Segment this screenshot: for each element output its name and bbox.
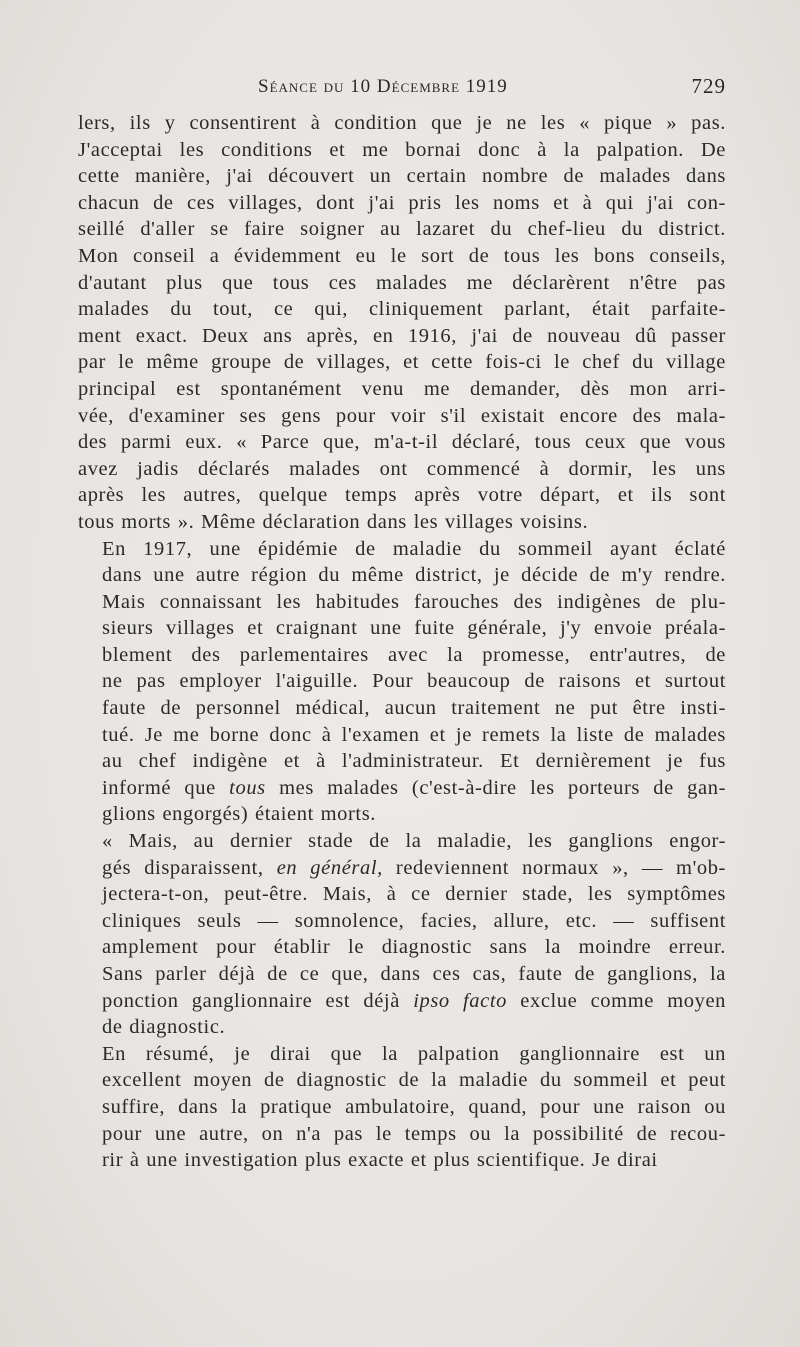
- text-line: avez jadis déclarés malades ont commencé à dormir, les uns: [78, 457, 726, 480]
- text-line: blement des parlementaires avec la promesse, entr'autres, de: [102, 643, 726, 666]
- text-line: lers, ils y consentirent à condition que je ne les « pique » pas.: [78, 112, 726, 134]
- text-line: informé que tous mes malades (c'est-à-dire les porteurs de gan-: [102, 776, 727, 799]
- text-line: tous morts ». Même déclaration dans les villages voisins.: [78, 510, 589, 533]
- text-line: tué. Je me borne donc à l'examen et je remets la liste de malades: [102, 723, 726, 746]
- body-text: [78, 110, 726, 1174]
- paragraph: [78, 110, 726, 536]
- text-line: ponction ganglionnaire est déjà ipso facto exclue comme moyen: [102, 989, 726, 1012]
- running-head: [78, 70, 726, 110]
- text-line: vée, d'examiner ses gens pour voir s'il existait encore des mala-: [78, 404, 726, 427]
- text-line: jectera-t-on, peut-être. Mais, à ce dernier stade, les symptômes: [102, 883, 726, 906]
- text-line: par le même groupe de villages, et cette fois-ci le chef du village: [78, 351, 726, 374]
- page-number: 729: [691, 74, 726, 98]
- text-line: après les autres, quelque temps après votre départ, et ils sont: [78, 484, 726, 507]
- text-line: malades du tout, ce qui, cliniquement parlant, était parfaite-: [78, 298, 726, 321]
- text-line: glions engorgés) étaient morts.: [102, 803, 377, 826]
- text-line: Mais connaissant les habitudes farouches des indigènes de plu-: [102, 590, 726, 613]
- text-line: En 1917, une épidémie de maladie du sommeil ayant éclaté: [102, 537, 726, 560]
- text-line: au chef indigène et à l'administrateur. Et dernièrement je fus: [102, 750, 726, 773]
- text-line: J'acceptai les conditions et me bornai donc à la palpation. De: [78, 138, 726, 161]
- text-line: amplement pour établir le diagnostic sans la moindre erreur.: [102, 936, 726, 959]
- paragraph: [78, 828, 726, 1041]
- text-line: dans une autre région du même district, je décide de m'y rendre.: [102, 564, 726, 587]
- text-line: cliniques seuls — somnolence, facies, allure, etc. — suffisent: [102, 909, 726, 932]
- text-line: suffire, dans la pratique ambulatoire, quand, pour une raison ou: [102, 1095, 726, 1118]
- text-line: excellent moyen de diagnostic de la maladie du sommeil et peut: [102, 1069, 726, 1092]
- running-head-title: Séance du 10 Décembre 1919: [258, 76, 508, 97]
- text-line: faute de personnel médical, aucun traitement ne put être insti-: [102, 697, 726, 720]
- text-line: des parmi eux. « Parce que, m'a-t-il déclaré, tous ceux que vous: [78, 431, 726, 454]
- text-line: de diagnostic.: [102, 1016, 226, 1039]
- text-line: Mon conseil a évidemment eu le sort de tous les bons conseils,: [78, 244, 726, 267]
- text-line: d'autant plus que tous ces malades me déclarèrent n'être pas: [78, 271, 726, 294]
- paragraph: [78, 536, 726, 829]
- text-line: principal est spontanément venu me demander, dès mon arri-: [78, 377, 726, 400]
- text-line: cette manière, j'ai découvert un certain nombre de malades dans: [78, 165, 726, 188]
- text-line: seillé d'aller se faire soigner au lazaret du chef-lieu du district.: [78, 218, 726, 241]
- text-line: ment exact. Deux ans après, en 1916, j'ai de nouveau dû passer: [78, 324, 726, 347]
- text-line: En résumé, je dirai que la palpation ganglionnaire est un: [102, 1042, 726, 1065]
- paragraph: [78, 1041, 726, 1174]
- text-line: Sans parler déjà de ce que, dans ces cas, faute de ganglions, la: [102, 963, 726, 985]
- text-line: sieurs villages et craignant une fuite générale, j'y envoie préala-: [102, 617, 726, 640]
- text-line: chacun de ces villages, dont j'ai pris les noms et à qui j'ai con-: [78, 191, 726, 214]
- text-line: pour une autre, on n'a pas le temps ou la possibilité de recou-: [102, 1122, 726, 1145]
- text-line: gés disparaissent, en général, redeviennent normaux », — m'ob-: [102, 856, 726, 879]
- text-line: ne pas employer l'aiguille. Pour beaucoup de raisons et surtout: [102, 670, 726, 693]
- text-line: « Mais, au dernier stade de la maladie, les ganglions engor-: [102, 830, 726, 853]
- page: [78, 70, 726, 1174]
- text-line: rir à une investigation plus exacte et plus scientifique. Je dirai: [102, 1149, 658, 1172]
